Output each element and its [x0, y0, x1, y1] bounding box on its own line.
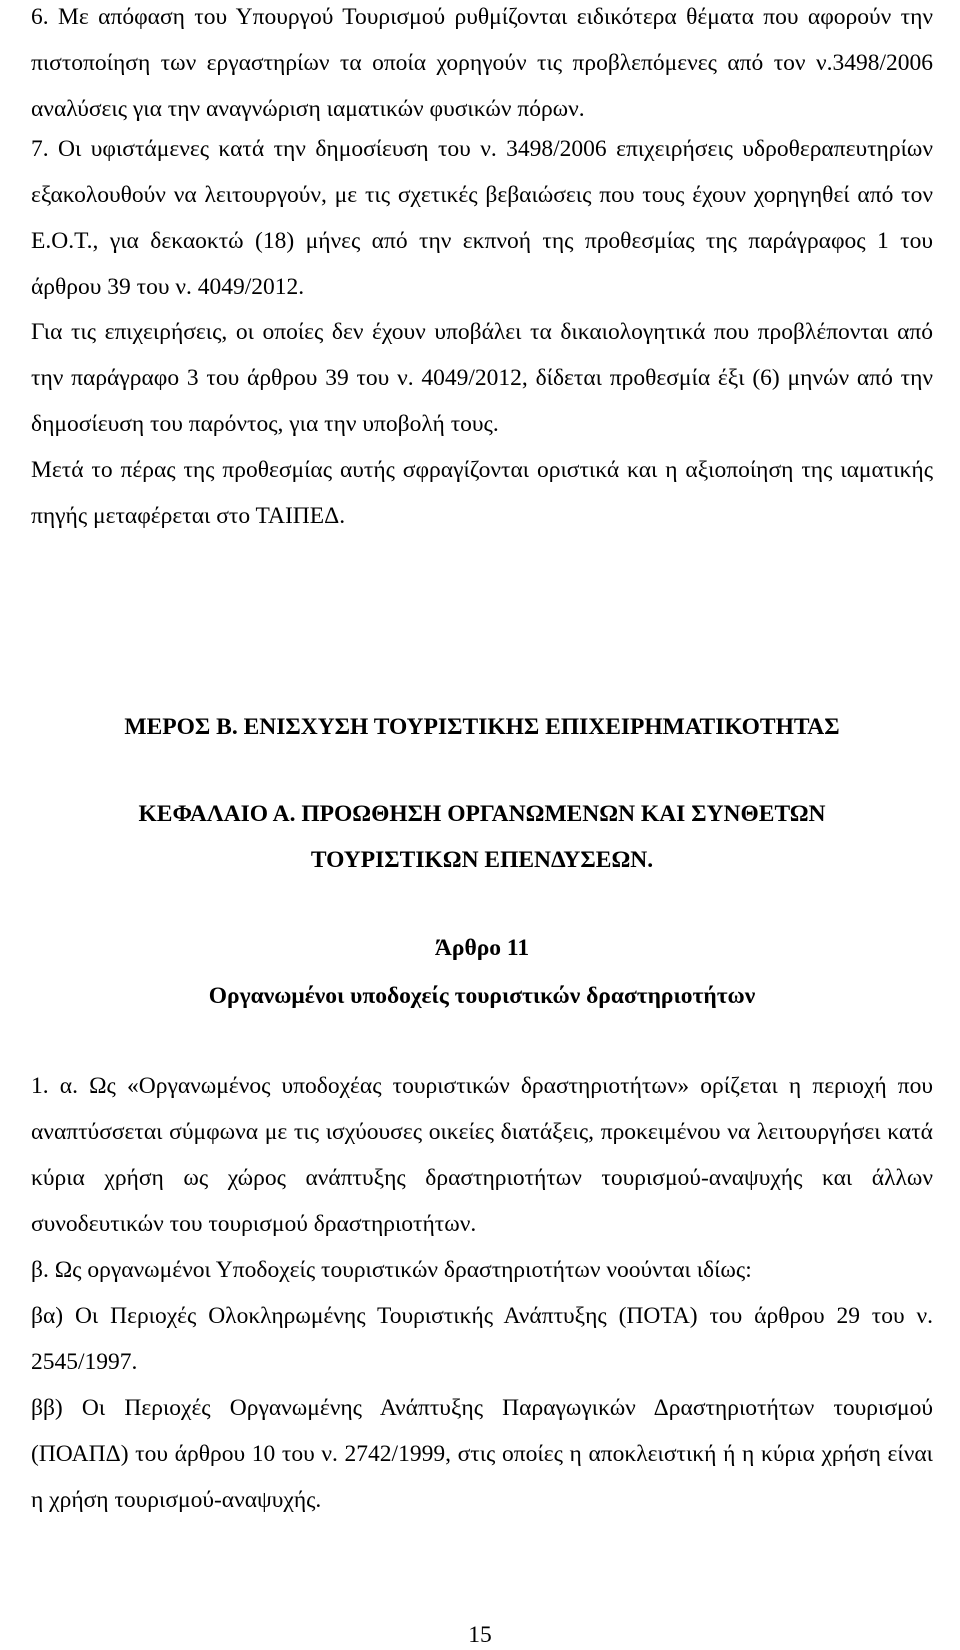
article-paragraph-1bb: ββ) Οι Περιοχές Οργανωμένης Ανάπτυξης Παραγωγικών Δραστηριοτήτων τουρισμού (ΠΟΑΠΔ) του άρθρου 10 του ν. 2742/1999, στις οποίες η αποκλειστική ή η κύρια χρήση είναι η χρήση τουρισμού-αναψυχής.: [31, 1395, 933, 1513]
article-heading: Άρθρο 11: [434, 935, 530, 961]
article-title: Οργανωμένοι υποδοχείς τουριστικών δραστηριοτήτων: [208, 983, 756, 1009]
part-heading: ΜΕΡΟΣ Β. ΕΝΙΣΧΥΣΗ ΤΟΥΡΙΣΤΙΚΗΣ ΕΠΙΧΕΙΡΗΜΑΤΙΚΟΤΗΤΑΣ: [124, 714, 840, 740]
article-paragraph-1ba: βα) Οι Περιοχές Ολοκληρωμένης Τουριστικής Ανάπτυξης (ΠΟΤΑ) του άρθρου 29 του ν. 2545/1997.: [31, 1303, 933, 1375]
paragraph-7-deadline: Για τις επιχειρήσεις, οι οποίες δεν έχουν υποβάλει τα δικαιολογητικά που προβλέπονται από την παράγραφο 3 του άρθρου 39 του ν. 4049/2012, δίδεται προθεσμία έξι (6) μηνών από την δημοσίευση του παρόντος, για την υποβολή τους.: [31, 319, 933, 437]
paragraph-6: 6. Με απόφαση του Υπουργού Τουρισμού ρυθμίζονται ειδικότερα θέματα που αφορούν την πιστοποίηση των εργαστηρίων τα οποία χορηγούν τις προβλεπόμενες από τον ν.3498/2006 αναλύσεις για την αναγνώριση ιαματικών φυσικών πόρων.: [31, 4, 933, 122]
article-paragraph-1a: 1. α. Ως «Οργανωμένος υποδοχέας τουριστικών δραστηριοτήτων» ορίζεται η περιοχή που αναπτύσσεται σύμφωνα με τις ισχύουσες οικείες διατάξεις, προκειμένου να λειτουργήσει κατά κύρια χρήση ως χώρος ανάπτυξης δραστηριοτήτων τουρισμού-αναψυχής και άλλων συνοδευτικών του τουρισμού δραστηριοτήτων.: [31, 1073, 933, 1237]
page-number: 15: [468, 1622, 492, 1648]
chapter-heading-line-2: ΤΟΥΡΙΣΤΙΚΩΝ ΕΠΕΝΔΥΣΕΩΝ.: [310, 847, 654, 873]
paragraph-7: 7. Οι υφιστάμενες κατά την δημοσίευση του ν. 3498/2006 επιχειρήσεις υδροθεραπευτηρίων εξακολουθούν να λειτουργούν, με τις σχετικές βεβαιώσεις που τους έχουν χορηγηθεί από τον Ε.Ο.Τ., για δεκαοκτώ (18) μήνες από την εκπνοή της προθεσμίας της παράγραφος 1 του άρθρου 39 του ν. 4049/2012.: [31, 136, 933, 300]
article-paragraph-1b: β. Ως οργανωμένοι Υποδοχείς τουριστικών δραστηριοτήτων νοούνται ιδίως:: [31, 1257, 752, 1283]
paragraph-7-closure: Μετά το πέρας της προθεσμίας αυτής σφραγίζονται οριστικά και η αξιοποίηση της ιαματικής πηγής μεταφέρεται στο ΤΑΙΠΕΔ.: [31, 457, 933, 529]
chapter-heading-line-1: ΚΕΦΑΛΑΙΟ Α. ΠΡΟΩΘΗΣΗ ΟΡΓΑΝΩΜΕΝΩΝ ΚΑΙ ΣΥΝΘΕΤΩΝ: [138, 801, 826, 827]
